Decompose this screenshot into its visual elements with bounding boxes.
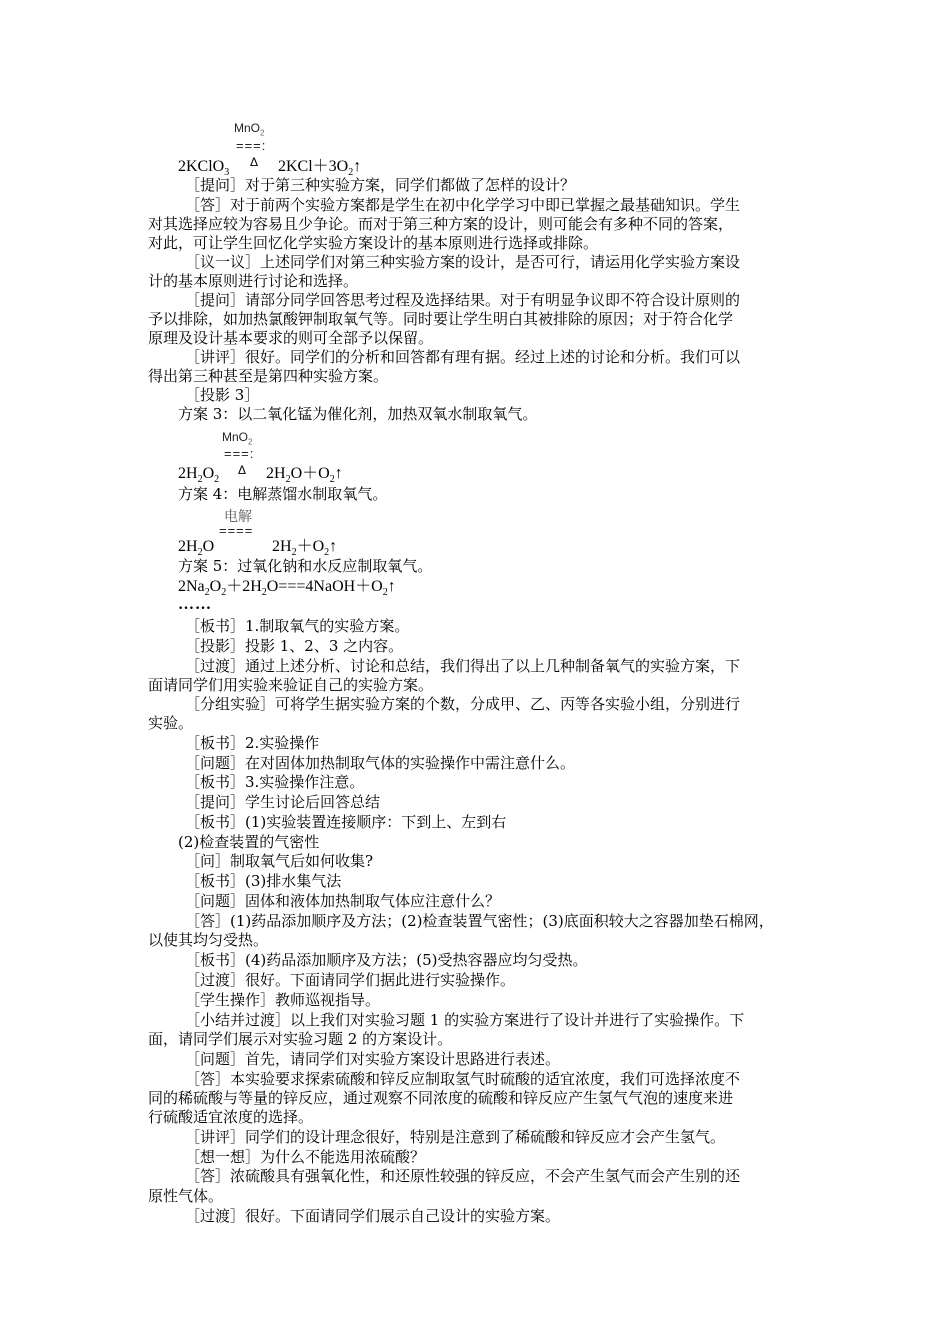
reaction-arrow: ==== [219,523,254,538]
catalyst-label: MnO$_2$ [222,430,253,447]
text-line: ［小结并过渡］以上我们对实验习题 1 的实验方案进行了设计并进行了实验操作。下 [185,1011,745,1029]
reactant: $2H_2O$ [178,538,215,559]
text-line: 面请同学们用实验来验证自己的实验方案。 [148,676,434,694]
plan-4: 方案 4：电解蒸馏水制取氧气。 [178,485,388,503]
text-line: 行硫酸适宜浓度的选择。 [148,1108,314,1126]
heat-symbol: Δ [238,463,247,477]
text-line: ［过渡］很好。下面请同学们展示自己设计的实验方案。 [185,1207,561,1225]
text-line: 面，请同学们展示对实验习题 2 的方案设计。 [148,1030,453,1048]
text-line: 原性气体。 [148,1187,224,1205]
text-line: ［问］制取氧气后如何收集? [185,852,374,870]
text-line: ［板书］2.实验操作 [185,734,320,752]
text-line: ［答］对于前两个实验方案都是学生在初中化学学习中即已掌握之最基础知识。学生 [185,196,741,214]
text-line: ［板书］(4)药品添加顺序及方法；(5)受热容器应均匀受热。 [185,951,588,969]
text-line: ［分组实验］可将学生据实验方案的个数，分成甲、乙、丙等各实验小组，分别进行 [185,695,741,713]
text-line: ［想一想］为什么不能选用浓硫酸？ [185,1148,426,1166]
reaction-arrow: ===: [236,138,267,153]
text-line: ［投影］投影 1、2、3 之内容。 [185,637,404,655]
ellipsis: …… [178,596,212,613]
text-line: ［问题］固体和液体加热制取气体应注意什么？ [185,892,501,910]
text-line: ［过渡］很好。下面请同学们据此进行实验操作。 [185,971,516,989]
catalyst-label: 电解 [224,508,252,524]
product: $2H_2+O_2↑$ [272,538,338,559]
text-line: 对其选择应较为容易且少争论。而对于第三种方案的设计，则可能会有多种不同的答案， [148,215,734,233]
heat-symbol: Δ [250,155,259,169]
product: $2KCl+3O_2↑$ [278,158,362,179]
text-line: 以使其均匀受热。 [148,931,269,949]
text-line: 方案 3：以二氧化锰为催化剂，加热双氧水制取氧气。 [178,405,538,423]
text-line: 同的稀硫酸与等量的锌反应，通过观察不同浓度的硫酸和锌反应产生氢气气泡的速度来进 [148,1089,734,1107]
text-line: 对此，可让学生回忆化学实验方案设计的基本原则进行选择或排除。 [148,234,599,252]
text-line: ［板书］3.实验操作注意。 [185,773,365,791]
reactant: $2H_2O_2$ [178,465,220,486]
text-line: 予以排除，如加热氯酸钾制取氧气等。同时要让学生明白其被排除的原因；对于符合化学 [148,310,734,328]
product: $2H_2O+O_2↑$ [266,465,343,486]
text-line: ［议一议］上述同学们对第三种实验方案的设计，是否可行，请运用化学实验方案设 [185,253,741,271]
text-line: ［投影 3］ [185,386,260,404]
text-line: ［讲评］很好。同学们的分析和回答都有理有据。经过上述的讨论和分析。我们可以 [185,348,741,366]
text-line: ［学生操作］教师巡视指导。 [185,991,381,1009]
reaction-arrow: ===: [224,446,255,461]
text-line: ［提问］请部分同学回答思考过程及选择结果。对于有明显争议即不符合设计原则的 [185,291,741,309]
text-line: ［问题］在对固体加热制取气体的实验操作中需注意什么。 [185,754,576,772]
equation-na2o2: $2Na_2O_2+2H_2O===4NaOH+O_2↑$ [178,578,396,599]
text-line: ［问题］首先，请同学们对实验方案设计思路进行表述。 [185,1050,561,1068]
text-line: (2)检查装置的气密性 [178,833,320,851]
text-line: ［讲评］同学们的设计理念很好，特别是注意到了稀硫酸和锌反应才会产生氢气。 [185,1128,726,1146]
catalyst-label: MnO$_2$ [234,121,265,138]
text-line: ［板书］(1)实验装置连接顺序：下到上、左到右 [185,813,507,831]
text-line: 计的基本原则进行讨论和选择。 [148,272,359,290]
text-line: ［板书］(3)排水集气法 [185,872,342,890]
reactant: 2KClO$_3$ [178,158,230,179]
text-line: ［提问］对于第三种实验方案，同学们都做了怎样的设计？ [185,176,576,194]
text-line: 实验。 [148,714,194,732]
text-line: ［板书］1.制取氧气的实验方案。 [185,617,410,635]
text-line: ［答］本实验要求探索硫酸和锌反应制取氢气时硫酸的适宜浓度，我们可选择浓度不 [185,1070,741,1088]
text-line: ［提问］学生讨论后回答总结 [185,793,381,811]
text-line: 原理及设计基本要求的则可全部予以保留。 [148,329,434,347]
text-line: ［过渡］通过上述分析、讨论和总结，我们得出了以上几种制备氧气的实验方案，下 [185,657,741,675]
text-line: ［答］浓硫酸具有强氧化性，和还原性较强的锌反应，不会产生氢气而会产生别的还 [185,1167,741,1185]
plan-5: 方案 5：过氧化钠和水反应制取氧气。 [178,557,433,575]
text-line: ［答］(1)药品添加顺序及方法；(2)检查装置气密性；(3)底面积较大之容器加垫石棉网， [185,912,774,930]
text-line: 得出第三种甚至是第四种实验方案。 [148,367,389,385]
